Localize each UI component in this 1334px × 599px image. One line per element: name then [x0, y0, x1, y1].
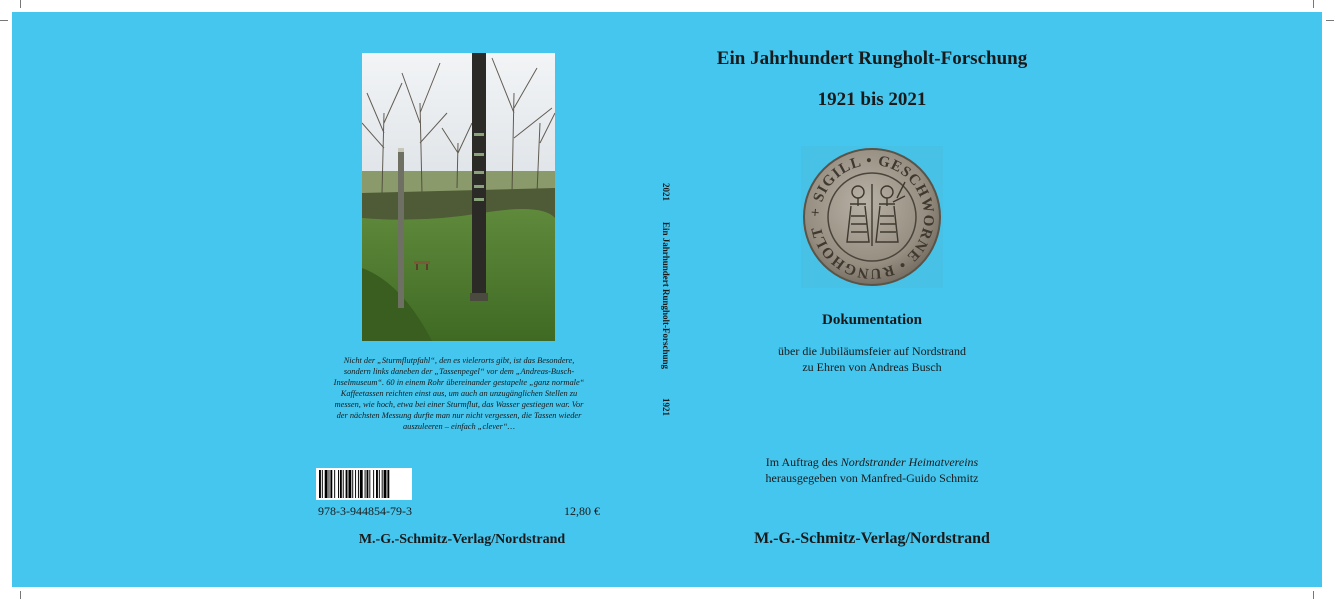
barcode-graphic [316, 468, 412, 500]
commission-prefix: Im Auftrag des [765, 455, 841, 469]
spine-year-start: 1921 [661, 398, 671, 416]
barcode-bar [343, 470, 344, 498]
crop-mark [1313, 591, 1314, 599]
blurb-line: Inselmuseum“. 60 in einem Rohr übereinander gestapelte „ganz normale“ [333, 378, 585, 387]
spine-year-end: 2021 [661, 183, 671, 201]
barcode-bar [346, 470, 348, 498]
crop-mark [20, 0, 21, 8]
crop-mark [1326, 20, 1334, 21]
isbn-barcode [316, 468, 412, 500]
barcode-bar [376, 470, 378, 498]
barcode-bar [325, 470, 328, 498]
commission-note [680, 454, 1064, 486]
seal-graphic [801, 146, 943, 288]
barcode-bar [329, 470, 330, 498]
seal-inscription: + SIGILL • GESCHWORNE • RUNGHOLT [807, 152, 937, 282]
barcode-bar [340, 470, 342, 498]
barcode-bar [319, 470, 321, 498]
barcode-bar [348, 470, 351, 498]
blurb-line: der nächsten Messung durfte man nur nicht vergessen, die Tassen wieder [336, 411, 582, 420]
price: 12,80 € [564, 504, 600, 518]
blurb-line: Nicht der „Sturmflutpfahl“, den es vielerorts gibt, ist das Besondere, [343, 356, 575, 365]
back-cover-blurb [314, 355, 604, 432]
subtitle-line: zu Ehren von Andreas Busch [802, 360, 942, 374]
crop-mark [0, 20, 8, 21]
spine-title: Ein Jahrhundert Rungholt-Forschung [661, 222, 671, 370]
barcode-bar [352, 470, 353, 498]
commission-line [680, 454, 1064, 470]
cover-photo [362, 53, 555, 341]
rungholt-seal-image [801, 146, 943, 288]
barcode-bar [360, 470, 363, 498]
barcode-bar [365, 470, 366, 498]
crop-mark [20, 591, 21, 599]
barcode-bar [334, 470, 335, 498]
blurb-line: sondern links daneben der „Tassenpegel“ vor dem „Andreas-Busch- [343, 367, 575, 376]
barcode-bar [369, 470, 370, 498]
commission-org: Nordstrander Heimatvereins [840, 455, 979, 469]
barcode-bar [387, 470, 389, 498]
isbn-number: 978-3-944854-79-3 [318, 504, 412, 518]
subtitle [680, 343, 1064, 375]
blurb-line: auszuleeren – einfach „clever“… [402, 422, 516, 431]
back-publisher: M.-G.-Schmitz-Verlag/Nordstrand [358, 532, 566, 547]
barcode-bar [382, 470, 383, 498]
subtitle-line: über die Jubiläumsfeier auf Nordstrand [778, 344, 966, 358]
crop-mark [1313, 0, 1314, 8]
barcode-bar [384, 470, 387, 498]
barcode-bar [379, 470, 380, 498]
barcode-bar [330, 470, 332, 498]
barcode-bar [358, 470, 359, 498]
documentation-heading: Dokumentation [821, 312, 922, 328]
front-publisher: M.-G.-Schmitz-Verlag/Nordstrand [754, 530, 990, 547]
blurb-line: Kaffeetassen reichten einst aus, um auch an unzugänglichen Stellen zu [340, 389, 578, 398]
barcode-bar [367, 470, 369, 498]
blurb-line: messen, wie hoch, etwa bei einer Sturmflut, das Wasser gestiegen war. Vor [334, 400, 584, 409]
front-title: Ein Jahrhundert Rungholt-Forschung [716, 48, 1028, 69]
barcode-bar [355, 470, 356, 498]
barcode-bar [322, 470, 323, 498]
front-years: 1921 bis 2021 [817, 89, 927, 110]
photo-illustration [362, 53, 555, 341]
editor-line: herausgegeben von Manfred-Guido Schmitz [765, 471, 979, 485]
barcode-bar [373, 470, 374, 498]
barcode-bar [338, 470, 339, 498]
